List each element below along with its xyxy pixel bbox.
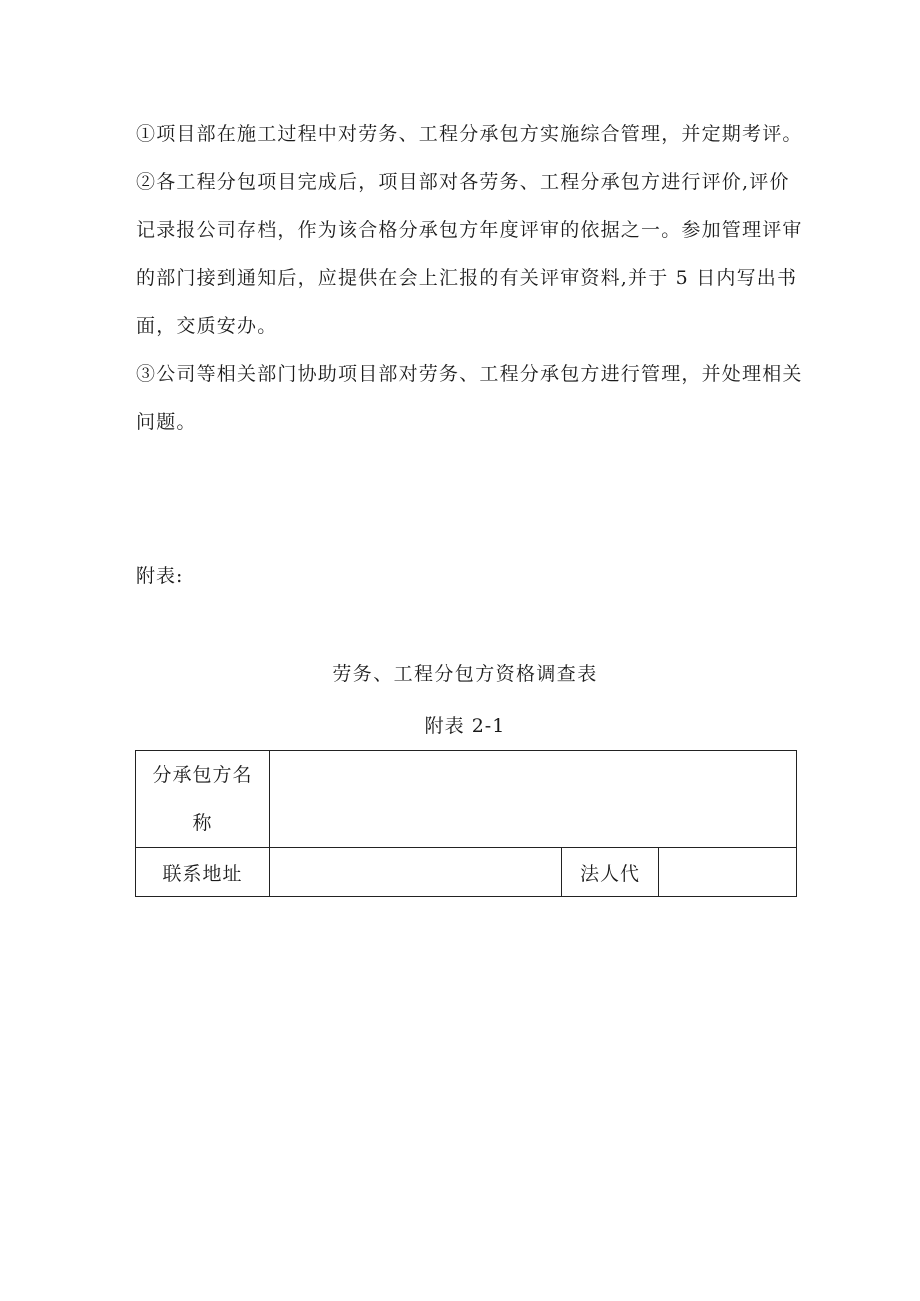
qualification-survey-table bbox=[135, 750, 797, 897]
table-row bbox=[136, 848, 797, 897]
paragraph-line: ①项目部在施工过程中对劳务、工程分承包方实施综合管理，并定期考评。 bbox=[136, 123, 803, 145]
paragraph-item-3 bbox=[136, 350, 816, 446]
paragraph-item-1 bbox=[136, 110, 816, 158]
table-row bbox=[136, 751, 797, 848]
paragraph-line: 问题。 bbox=[136, 411, 197, 433]
contact-address-value[interactable] bbox=[270, 848, 562, 897]
paragraph-line: 的部门接到通知后，应提供在会上汇报的有关评审资料,并于 5 日内写出书 bbox=[136, 267, 798, 289]
label-line: 分承包方名 bbox=[152, 764, 253, 786]
subcontractor-name-value[interactable] bbox=[270, 751, 797, 848]
contact-address-label: 联系地址 bbox=[136, 848, 270, 897]
appendix-label: 附表: bbox=[136, 565, 184, 587]
paragraph-item-2 bbox=[136, 158, 816, 350]
paragraph-line: ③公司等相关部门协助项目部对劳务、工程分承包方进行管理，并处理相关 bbox=[136, 363, 803, 385]
subcontractor-name-label bbox=[136, 751, 270, 848]
paragraph-line: 记录报公司存档，作为该合格分承包方年度评审的依据之一。参加管理评审 bbox=[136, 219, 803, 241]
paragraph-line: 面，交质安办。 bbox=[136, 315, 278, 337]
legal-representative-label: 法人代 bbox=[562, 848, 659, 897]
paragraph-line: ②各工程分包项目完成后，项目部对各劳务、工程分承包方进行评价,评价 bbox=[136, 171, 790, 193]
label-line: 称 bbox=[192, 812, 213, 834]
table-number: 附表 2-1 bbox=[424, 715, 506, 737]
table-title: 劳务、工程分包方资格调查表 bbox=[332, 663, 598, 685]
legal-representative-value[interactable] bbox=[659, 848, 797, 897]
